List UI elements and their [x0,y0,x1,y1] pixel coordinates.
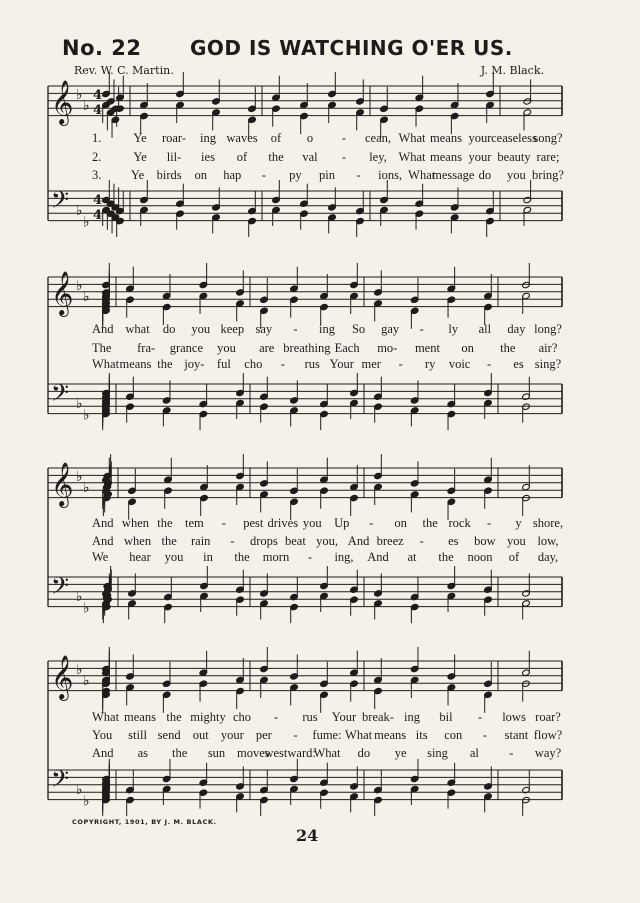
lyric-syllable: do [357,746,371,760]
lyric-syllable: py [289,168,302,182]
lyric-syllable: the [157,357,173,371]
lyric-syllable: - [230,534,235,548]
lyric-syllable: break- [362,710,394,724]
lyric-syllable: lil- [166,150,182,164]
bass-clef-icon: 𝄢 [51,765,70,798]
lyric-line [0,341,640,355]
lyric-syllable: the [166,710,182,724]
lyric-syllable: And [367,550,389,564]
lyric-syllable: tem [185,516,204,530]
treble-clef-icon: 𝄞 [51,462,74,506]
lyric-syllable: breez [376,534,404,548]
lyric-syllable: What [92,357,120,371]
lyric-line [0,728,640,742]
lyric-syllable: mighty [190,710,226,724]
lyric-syllable: ions, [378,168,403,182]
lyric-syllable: al [469,746,479,760]
time-signature-bottom: 4 [93,208,103,223]
lyric-syllable: pest [243,516,264,530]
lyric-syllable: ry [424,357,436,371]
lyric-syllable: beauty [497,150,531,164]
lyric-syllable: voic [448,357,471,371]
lyric-line [0,322,640,336]
lyric-syllable: are [259,341,275,355]
lyric-syllable: your [468,150,492,164]
lyric-line [0,131,640,145]
treble-clef-icon: 𝄞 [51,80,74,124]
lyric-syllable: the [422,516,438,530]
lyric-syllable: What [408,168,436,182]
lyric-syllable: what [125,322,150,336]
lyric-syllable: cean, [364,131,392,145]
lyric-syllable: What [398,131,426,145]
lyric-syllable: - [369,516,374,530]
lyric-syllable: - [509,746,514,760]
lyric-syllable: What [398,150,426,164]
lyric-syllable: drives [267,516,299,530]
lyric-syllable: ly [448,322,459,336]
lyric-syllable: you [507,534,526,548]
lyricist-credit: Rev. W. C. Martin. [74,64,174,77]
lyric-syllable: ceaseless [491,131,537,145]
page-number: 24 [296,826,319,845]
lyric-syllable: sing? [534,357,562,371]
lyric-syllable: sun [207,746,226,760]
lyric-line [0,710,640,724]
flat-icon: ♭ [76,469,83,486]
lyric-syllable: cho [244,357,263,371]
lyric-line [0,357,640,371]
lyric-syllable: We [92,550,109,564]
lyric-syllable: keep [220,322,245,336]
lyric-syllable: you [507,168,526,182]
lyric-syllable: - [293,728,298,742]
lyric-syllable: ful [216,357,231,371]
lyric-syllable: morn [262,550,290,564]
lyric-syllable: rain [190,534,211,548]
flat-icon: ♭ [76,203,83,220]
lyric-syllable: ing [319,322,335,336]
lyric-syllable: long? [534,322,562,336]
flat-icon: ♭ [83,480,90,497]
lyric-syllable: Your [329,357,354,371]
lyric-syllable: means [119,357,152,371]
lyric-syllable: per [255,728,272,742]
treble-clef-icon: 𝄞 [51,271,74,315]
lyric-syllable: y [515,516,522,530]
flat-icon: ♭ [76,589,83,606]
lyric-syllable: 3. [92,168,102,182]
lyric-syllable: rus [304,357,320,371]
lyric-syllable: Ye [130,168,145,182]
lyric-syllable: at [407,550,417,564]
flat-icon: ♭ [76,278,83,295]
lyric-syllable: - [341,131,347,145]
lyric-syllable: song? [533,131,563,145]
lyric-syllable: roar? [535,710,561,724]
lyric-syllable: your [468,131,492,145]
lyric-syllable: means [430,150,462,164]
lyric-syllable: roar- [161,131,187,145]
lyric-syllable: And [92,746,114,760]
lyric-syllable: - [293,322,298,336]
bass-clef-icon: 𝄢 [51,572,70,605]
time-signature-bottom: 4 [93,103,103,118]
lyric-syllable: bring? [532,168,564,182]
lyric-syllable: Up [334,516,350,530]
lyric-syllable: And [92,534,114,548]
lyric-syllable: - [261,168,266,182]
lyric-syllable: - [419,322,424,336]
flat-icon: ♭ [83,600,90,617]
lyric-syllable: of [508,550,520,564]
lyric-syllable: moves [237,746,270,760]
lyric-syllable: when [121,516,149,530]
lyric-syllable: pin [319,168,335,182]
lyric-syllable: out [192,728,209,742]
lyric-syllable: drops [249,534,278,548]
lyric-syllable: you, [316,534,338,548]
lyric-syllable: - [356,168,361,182]
lyric-syllable: ment [414,341,440,355]
lyric-syllable: fra- [137,341,156,355]
lyric-syllable: es [513,357,524,371]
time-signature-top: 4 [93,88,103,103]
lyric-syllable: means [124,710,156,724]
lyric-syllable: when [124,534,152,548]
lyric-syllable: still [128,728,147,742]
lyric-syllable: bow [474,534,496,548]
lyric-syllable: you [302,516,322,530]
flat-icon: ♭ [83,289,90,306]
lyric-syllable: - [419,534,424,548]
lyric-syllable: - [486,516,492,530]
lyric-syllable: ing [200,131,216,145]
lyric-syllable: - [307,550,313,564]
lyric-syllable: ies [201,150,215,164]
lyric-syllable: You [92,728,113,742]
lyric-syllable: stant [504,728,529,742]
lyric-syllable: do [478,168,492,182]
lyric-syllable: o [306,131,314,145]
lyric-syllable: westward: [264,746,316,760]
lyric-syllable: 1. [92,131,102,145]
lyric-syllable: con [444,728,463,742]
lyric-syllable: And [92,322,114,336]
lyric-syllable: mo- [377,341,398,355]
lyric-syllable: rare; [536,150,560,164]
flat-icon: ♭ [83,673,90,690]
lyric-syllable: And [347,534,370,548]
lyric-syllable: day [507,322,526,336]
flat-icon: ♭ [83,98,90,115]
lyric-syllable: Ye [133,131,147,145]
bass-clef-icon: 𝄢 [51,186,70,219]
lyric-syllable: gay [381,322,400,336]
lyric-syllable: you [191,322,211,336]
lyric-syllable: mer [361,357,381,371]
flat-icon: ♭ [76,396,83,413]
flat-icon: ♭ [76,87,83,104]
lyric-syllable: of [236,150,248,164]
lyric-syllable: the [172,746,188,760]
time-signature-top: 4 [93,193,103,208]
lyric-syllable: the [157,516,173,530]
lyric-syllable: the [161,534,177,548]
flat-icon: ♭ [76,782,83,799]
lyric-syllable: shore, [532,516,564,530]
lyric-syllable: - [486,357,492,371]
lyric-syllable: your [220,728,244,742]
lyric-syllable: - [273,710,279,724]
lyric-syllable: bil [439,710,453,724]
lyric-syllable: es [448,534,459,548]
lyric-syllable: the [438,550,454,564]
lyric-syllable: air? [538,341,558,355]
lyric-syllable: of [270,131,282,145]
lyric-syllable: on [461,341,474,355]
lyric-syllable: do [162,322,176,336]
lyric-syllable: cho [232,710,252,724]
lyric-syllable: - [477,710,483,724]
hymn-title: GOD IS WATCHING O'ER US. [190,36,513,60]
lyric-syllable: way? [534,746,562,760]
lyric-syllable: What [313,746,341,760]
lyric-syllable: Your [331,710,357,724]
lyric-syllable: Each [334,341,360,355]
lyric-syllable: What [92,710,120,724]
lyric-line [0,534,640,548]
lyric-syllable: as [137,746,149,760]
lyric-syllable: The [92,341,112,355]
lyric-syllable: you [164,550,184,564]
lyric-syllable: ing, [334,550,354,564]
lyric-syllable: low, [537,534,559,548]
treble-clef-icon: 𝄞 [51,655,74,699]
lyric-syllable: - [280,357,285,371]
lyric-syllable: - [482,728,487,742]
lyric-syllable: joy- [184,357,205,371]
composer-credit: J. M. Black. [480,64,544,77]
lyric-syllable: rus [302,710,318,724]
copyright-notice: COPYRIGHT, 1901, BY J. M. BLACK. [72,818,217,826]
lyric-syllable: ing [404,710,420,724]
lyric-line [0,168,640,182]
lyric-syllable: the [268,150,284,164]
lyric-syllable: day, [537,550,559,564]
lyric-syllable: - [341,150,347,164]
lyric-syllable: So [351,322,366,336]
lyric-syllable: - [398,357,403,371]
lyric-syllable: flow? [533,728,563,742]
lyric-line [0,746,640,760]
lyric-syllable: ye [394,746,407,760]
lyric-syllable: noon [467,550,493,564]
lyric-syllable: say [255,322,273,336]
lyric-line [0,516,640,530]
lyric-line [0,550,640,564]
lyric-syllable: the [500,341,516,355]
lyric-syllable: breathing [283,341,331,355]
lyric-syllable: message [432,168,475,182]
lyric-syllable: on [194,168,207,182]
flat-icon: ♭ [76,662,83,679]
lyric-syllable: all [478,322,492,336]
bass-clef-icon: 𝄢 [51,379,70,412]
lyric-syllable: Ye [133,150,147,164]
lyric-syllable: ley, [369,150,387,164]
lyric-syllable: its [415,728,428,742]
lyric-syllable: What [345,728,373,742]
lyric-syllable: means [374,728,407,742]
flat-icon: ♭ [83,793,90,810]
lyric-syllable: the [234,550,250,564]
lyric-syllable: on [394,516,407,530]
lyric-syllable: hear [129,550,151,564]
lyric-syllable: grance [169,341,204,355]
hymn-number: No. 22 [62,36,142,60]
flat-icon: ♭ [83,214,90,231]
lyric-syllable: lows [502,710,526,724]
lyric-syllable: rock [448,516,471,530]
lyric-syllable: 2. [92,150,102,164]
lyric-syllable: beat [285,534,306,548]
lyric-syllable: And [92,516,114,530]
lyric-syllable: in [203,550,213,564]
lyric-syllable: you [217,341,236,355]
lyric-syllable: waves [226,131,258,145]
lyric-syllable: hap [223,168,242,182]
lyric-syllable: means [430,131,462,145]
lyric-syllable: val [302,150,318,164]
flat-icon: ♭ [83,407,90,424]
lyric-line [0,150,640,164]
lyric-syllable: - [221,516,226,530]
lyric-syllable: fume: [312,728,342,742]
lyric-syllable: send [157,728,181,742]
lyric-syllable: birds [156,168,182,182]
lyric-syllable: sing [427,746,448,760]
